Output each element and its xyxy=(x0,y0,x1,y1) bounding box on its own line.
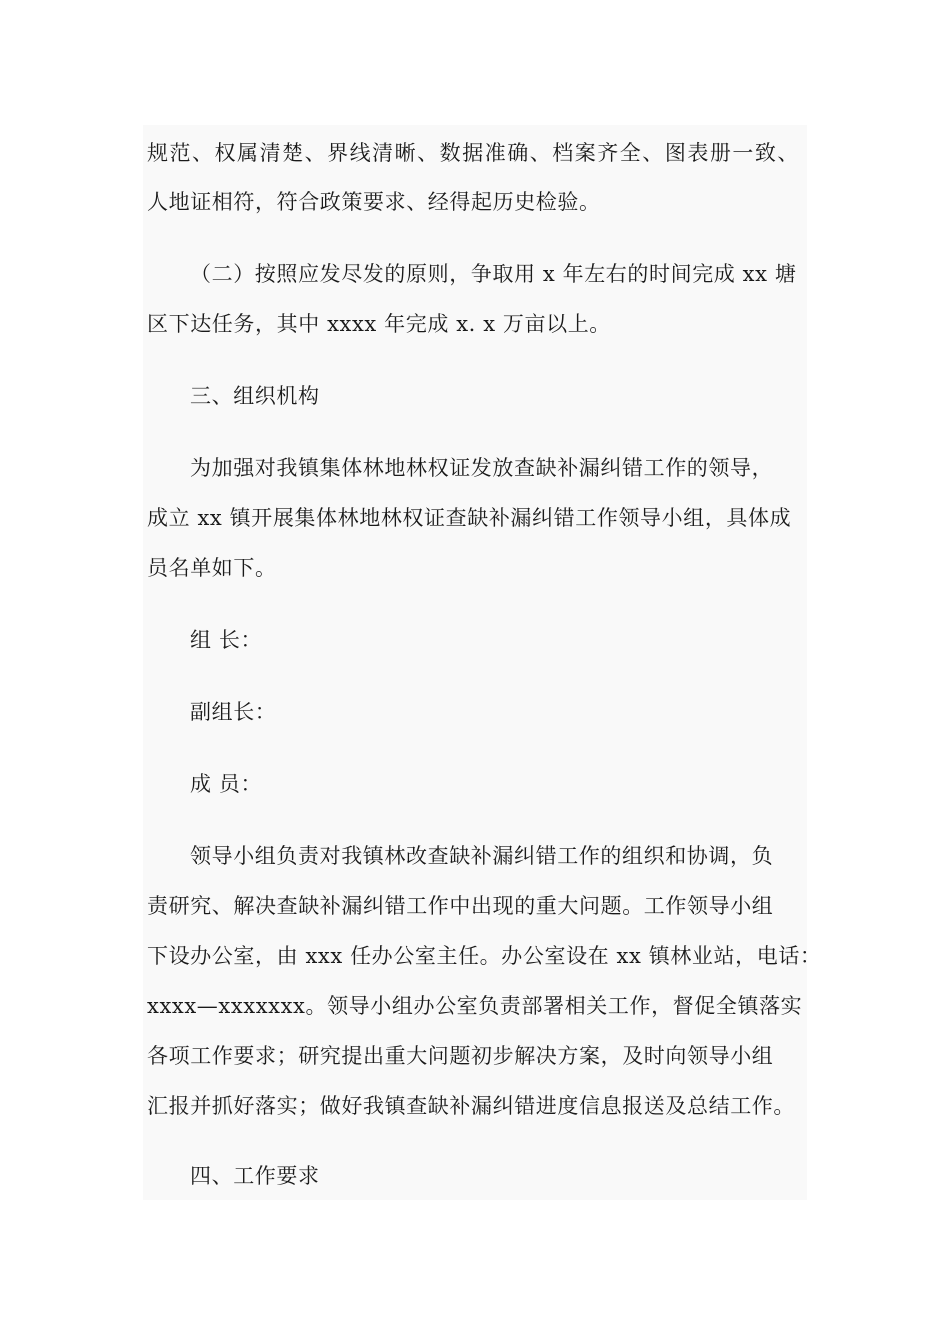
text-line: 各项工作要求；研究提出重大问题初步解决方案，及时向领导小组 xyxy=(147,1044,774,1068)
text-line: xxxx—xxxxxxx。领导小组办公室负责部署相关工作，督促全镇落实 xyxy=(147,994,803,1018)
members-label: 成 员： xyxy=(190,772,263,796)
text-line: （二）按照应发尽发的原则，争取用 x 年左右的时间完成 xx 塘 xyxy=(190,262,797,286)
text-line: 区下达任务，其中 xxxx 年完成 x. x 万亩以上。 xyxy=(147,312,611,336)
text-line: 下设办公室，由 xxx 任办公室主任。办公室设在 xx 镇林业站，电话： xyxy=(147,944,822,968)
deputy-leader-label: 副组长： xyxy=(190,700,277,724)
text-line: 规范、权属清楚、界线清晰、数据准确、档案齐全、图表册一致、 xyxy=(147,141,799,165)
text-line: 汇报并抓好落实；做好我镇查缺补漏纠错进度信息报送及总结工作。 xyxy=(147,1094,795,1118)
section-heading: 三、组织机构 xyxy=(190,384,320,408)
text-line: 成立 xx 镇开展集体林地林权证查缺补漏纠错工作领导小组，具体成 xyxy=(147,506,792,530)
text-line: 领导小组负责对我镇林改查缺补漏纠错工作的组织和协调，负 xyxy=(190,844,774,868)
text-line: 员名单如下。 xyxy=(147,556,277,580)
text-line: 责研究、解决查缺补漏纠错工作中出现的重大问题。工作领导小组 xyxy=(147,894,774,918)
text-line: 人地证相符，符合政策要求、经得起历史检验。 xyxy=(147,190,601,214)
section-heading: 四、工作要求 xyxy=(190,1164,320,1188)
text-line: 为加强对我镇集体林地林权证发放查缺补漏纠错工作的领导， xyxy=(190,456,774,480)
group-leader-label: 组 长： xyxy=(190,628,263,652)
